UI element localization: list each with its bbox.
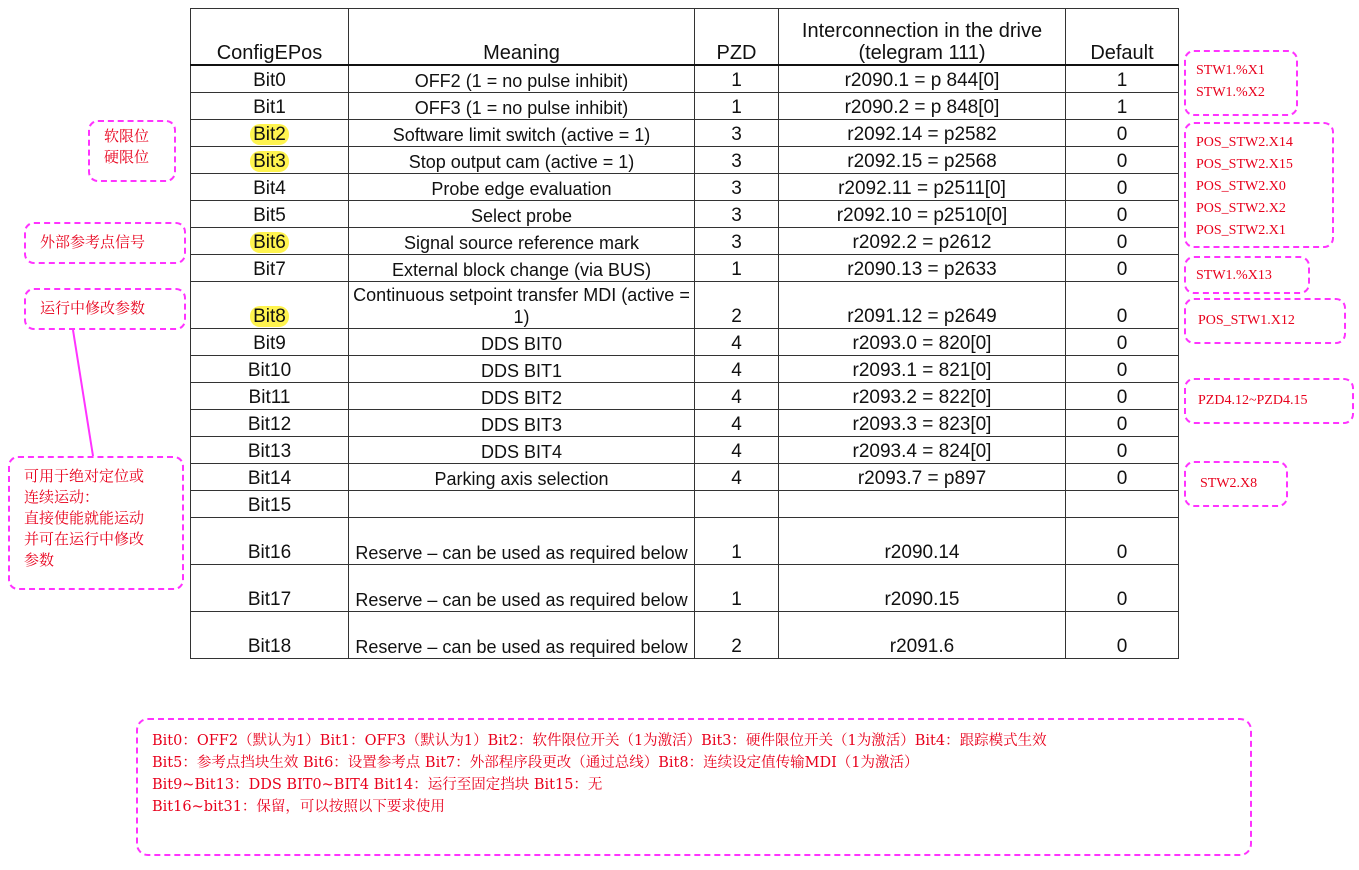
cell-interconnection: r2090.1 = p 844[0] — [779, 65, 1066, 93]
cell-interconnection: r2090.14 — [779, 518, 1066, 565]
bit-label: Bit5 — [253, 205, 286, 226]
cell-pzd: 1 — [695, 93, 779, 120]
bit-label: Bit10 — [247, 360, 292, 381]
cell-pzd: 1 — [695, 65, 779, 93]
bit-label: Bit16 — [247, 542, 292, 563]
note-usage-line: 连续运动： — [24, 488, 100, 506]
cell-interconnection: r2092.14 = p2582 — [779, 120, 1066, 147]
note-pos-stw1-x12-text: POS_STW1.X12 — [1198, 313, 1295, 328]
cell-pzd: 3 — [695, 120, 779, 147]
note-usage-line: 直接使能就能运动 — [24, 509, 145, 527]
cell-default: 0 — [1066, 383, 1179, 410]
cell-default: 0 — [1066, 228, 1179, 255]
note-limit-switches — [88, 120, 176, 182]
note-summary-line: Bit16~bit31：保留，可以按照以下要求使用 — [152, 799, 445, 815]
header-interconnection: Interconnection in the drive (telegram 111) — [779, 9, 1066, 66]
cell-default: 0 — [1066, 255, 1179, 282]
highlighted-bit-label: Bit6 — [250, 232, 289, 253]
cell-pzd: 1 — [695, 518, 779, 565]
cell-default: 0 — [1066, 518, 1179, 565]
cell-pzd: 4 — [695, 437, 779, 464]
bit-label: Bit11 — [248, 387, 291, 408]
cell-interconnection: r2092.15 = p2568 — [779, 147, 1066, 174]
cell-interconnection: r2093.3 = 823[0] — [779, 410, 1066, 437]
bit-label: Bit14 — [247, 468, 292, 489]
cell-interconnection: r2092.2 = p2612 — [779, 228, 1066, 255]
cell-interconnection: r2090.2 = p 848[0] — [779, 93, 1066, 120]
cell-meaning: Select probe — [349, 201, 695, 228]
cell-meaning: OFF3 (1 = no pulse inhibit) — [349, 93, 695, 120]
cell-pzd: 4 — [695, 383, 779, 410]
note-external-reference-text: 外部参考点信号 — [40, 233, 146, 251]
cell-interconnection: r2092.10 = p2510[0] — [779, 201, 1066, 228]
cell-pzd: 1 — [695, 565, 779, 612]
note-pzd4-range — [1184, 378, 1354, 424]
cell-meaning: External block change (via BUS) — [349, 255, 695, 282]
note-soft-limit: 软限位 — [104, 127, 150, 145]
note-pos-stw2-x1: POS_STW2.X1 — [1196, 223, 1286, 238]
bit-label: Bit1 — [253, 97, 286, 118]
cell-default: 1 — [1066, 93, 1179, 120]
bit-label: Bit9 — [253, 333, 286, 354]
cell-default: 0 — [1066, 437, 1179, 464]
note-stw1-x13-text: STW1.%X13 — [1196, 268, 1272, 283]
cell-default: 0 — [1066, 612, 1179, 659]
cell-interconnection: r2092.11 = p2511[0] — [779, 174, 1066, 201]
cell-default: 0 — [1066, 120, 1179, 147]
cell-default: 0 — [1066, 282, 1179, 329]
note-hard-limit: 硬限位 — [104, 148, 150, 166]
bit-label: Bit12 — [247, 414, 292, 435]
cell-pzd: 3 — [695, 174, 779, 201]
cell-meaning: DDS BIT1 — [349, 356, 695, 383]
bit-label: Bit18 — [247, 636, 292, 657]
cell-pzd: 4 — [695, 329, 779, 356]
cell-meaning: Reserve – can be used as required below — [349, 612, 695, 659]
highlighted-bit-label: Bit3 — [250, 151, 289, 172]
note-bit-summary — [136, 718, 1252, 856]
cell-default: 0 — [1066, 356, 1179, 383]
cell-pzd: 1 — [695, 255, 779, 282]
note-pzd4-range-text: PZD4.12~PZD4.15 — [1198, 393, 1308, 408]
note-pos-stw2-x0: POS_STW2.X0 — [1196, 179, 1286, 194]
cell-pzd: 2 — [695, 282, 779, 329]
bit-label: Bit0 — [253, 70, 286, 91]
note-stw1-x2: STW1.%X2 — [1196, 85, 1265, 100]
cell-default: 0 — [1066, 464, 1179, 491]
header-meaning: Meaning — [349, 9, 695, 66]
note-usage-line: 可用于绝对定位或 — [24, 467, 145, 485]
note-stw1-x1: STW1.%X1 — [1196, 63, 1265, 78]
cell-pzd: 3 — [695, 147, 779, 174]
cell-pzd: 4 — [695, 356, 779, 383]
cell-pzd: 4 — [695, 410, 779, 437]
note-stw1-x13 — [1184, 256, 1310, 294]
note-stw2-x8-text: STW2.X8 — [1200, 476, 1258, 491]
cell-default: 0 — [1066, 201, 1179, 228]
bit-label: Bit13 — [247, 441, 292, 462]
cell-default: 0 — [1066, 174, 1179, 201]
cell-meaning: DDS BIT3 — [349, 410, 695, 437]
cell-meaning: DDS BIT0 — [349, 329, 695, 356]
cell-default: 0 — [1066, 410, 1179, 437]
note-summary-line: Bit0：OFF2（默认为1）Bit1：OFF3（默认为1）Bit2：软件限位开关（1为激活）Bit3：硬件限位开关（1为激活）Bit4：跟踪模式生效 — [152, 733, 1047, 749]
header-default: Default — [1066, 9, 1179, 66]
note-summary-line: Bit9~Bit13：DDS BIT0~BIT4 Bit14：运行至固定挡块 Bit15：无 — [152, 777, 603, 793]
note-pos-stw2-x2: POS_STW2.X2 — [1196, 201, 1286, 216]
cell-meaning: Continuous setpoint transfer MDI (active = 1) — [349, 282, 695, 329]
cell-pzd: 3 — [695, 228, 779, 255]
cell-meaning: OFF2 (1 = no pulse inhibit) — [349, 65, 695, 93]
note-stw2-x8 — [1184, 461, 1288, 507]
cell-meaning: DDS BIT4 — [349, 437, 695, 464]
highlighted-bit-label: Bit2 — [250, 124, 289, 145]
note-pos-stw2-bits — [1184, 122, 1334, 248]
cell-meaning: Reserve – can be used as required below — [349, 565, 695, 612]
note-external-reference — [24, 222, 186, 264]
note-modify-parameters-text: 运行中修改参数 — [40, 299, 146, 317]
note-usage-line: 并可在运行中修改 — [24, 530, 145, 548]
bit-label: Bit17 — [247, 589, 292, 610]
cell-meaning: DDS BIT2 — [349, 383, 695, 410]
cell-default: 0 — [1066, 329, 1179, 356]
cell-interconnection: r2091.12 = p2649 — [779, 282, 1066, 329]
header-pzd: PZD — [695, 9, 779, 66]
cell-meaning: Reserve – can be used as required below — [349, 518, 695, 565]
cell-default: 1 — [1066, 65, 1179, 93]
note-usage-line: 参数 — [24, 551, 55, 569]
cell-interconnection: r2093.2 = 822[0] — [779, 383, 1066, 410]
note-pos-stw2-x14: POS_STW2.X14 — [1196, 135, 1293, 150]
note-stw1-bits — [1184, 50, 1298, 116]
bit-label: Bit15 — [247, 495, 292, 516]
cell-interconnection: r2093.4 = 824[0] — [779, 437, 1066, 464]
cell-interconnection: r2093.1 = 821[0] — [779, 356, 1066, 383]
note-summary-line: Bit5：参考点挡块生效 Bit6：设置参考点 Bit7：外部程序段更改（通过总线）Bit8：连续设定值传输MDI（1为激活） — [152, 755, 919, 771]
cell-pzd: 4 — [695, 464, 779, 491]
header-config: ConfigEPos — [191, 9, 349, 66]
cell-interconnection: r2090.13 = p2633 — [779, 255, 1066, 282]
note-absolute-positioning — [8, 456, 184, 590]
bit-label: Bit7 — [253, 259, 286, 280]
cell-interconnection: r2090.15 — [779, 565, 1066, 612]
cell-meaning: Software limit switch (active = 1) — [349, 120, 695, 147]
cell-pzd: 3 — [695, 201, 779, 228]
highlighted-bit-label: Bit8 — [250, 306, 289, 327]
cell-meaning: Probe edge evaluation — [349, 174, 695, 201]
cell-default: 0 — [1066, 147, 1179, 174]
bit-label: Bit4 — [253, 178, 286, 199]
cell-meaning: Parking axis selection — [349, 464, 695, 491]
note-pos-stw2-x15: POS_STW2.X15 — [1196, 157, 1293, 172]
cell-meaning: Stop output cam (active = 1) — [349, 147, 695, 174]
cell-default: 0 — [1066, 565, 1179, 612]
cell-interconnection: r2093.7 = p897 — [779, 464, 1066, 491]
cell-pzd: 2 — [695, 612, 779, 659]
cell-interconnection: r2093.0 = 820[0] — [779, 329, 1066, 356]
note-pos-stw1-x12 — [1184, 298, 1346, 344]
note-modify-parameters — [24, 288, 186, 330]
cell-interconnection: r2091.6 — [779, 612, 1066, 659]
cell-meaning: Signal source reference mark — [349, 228, 695, 255]
